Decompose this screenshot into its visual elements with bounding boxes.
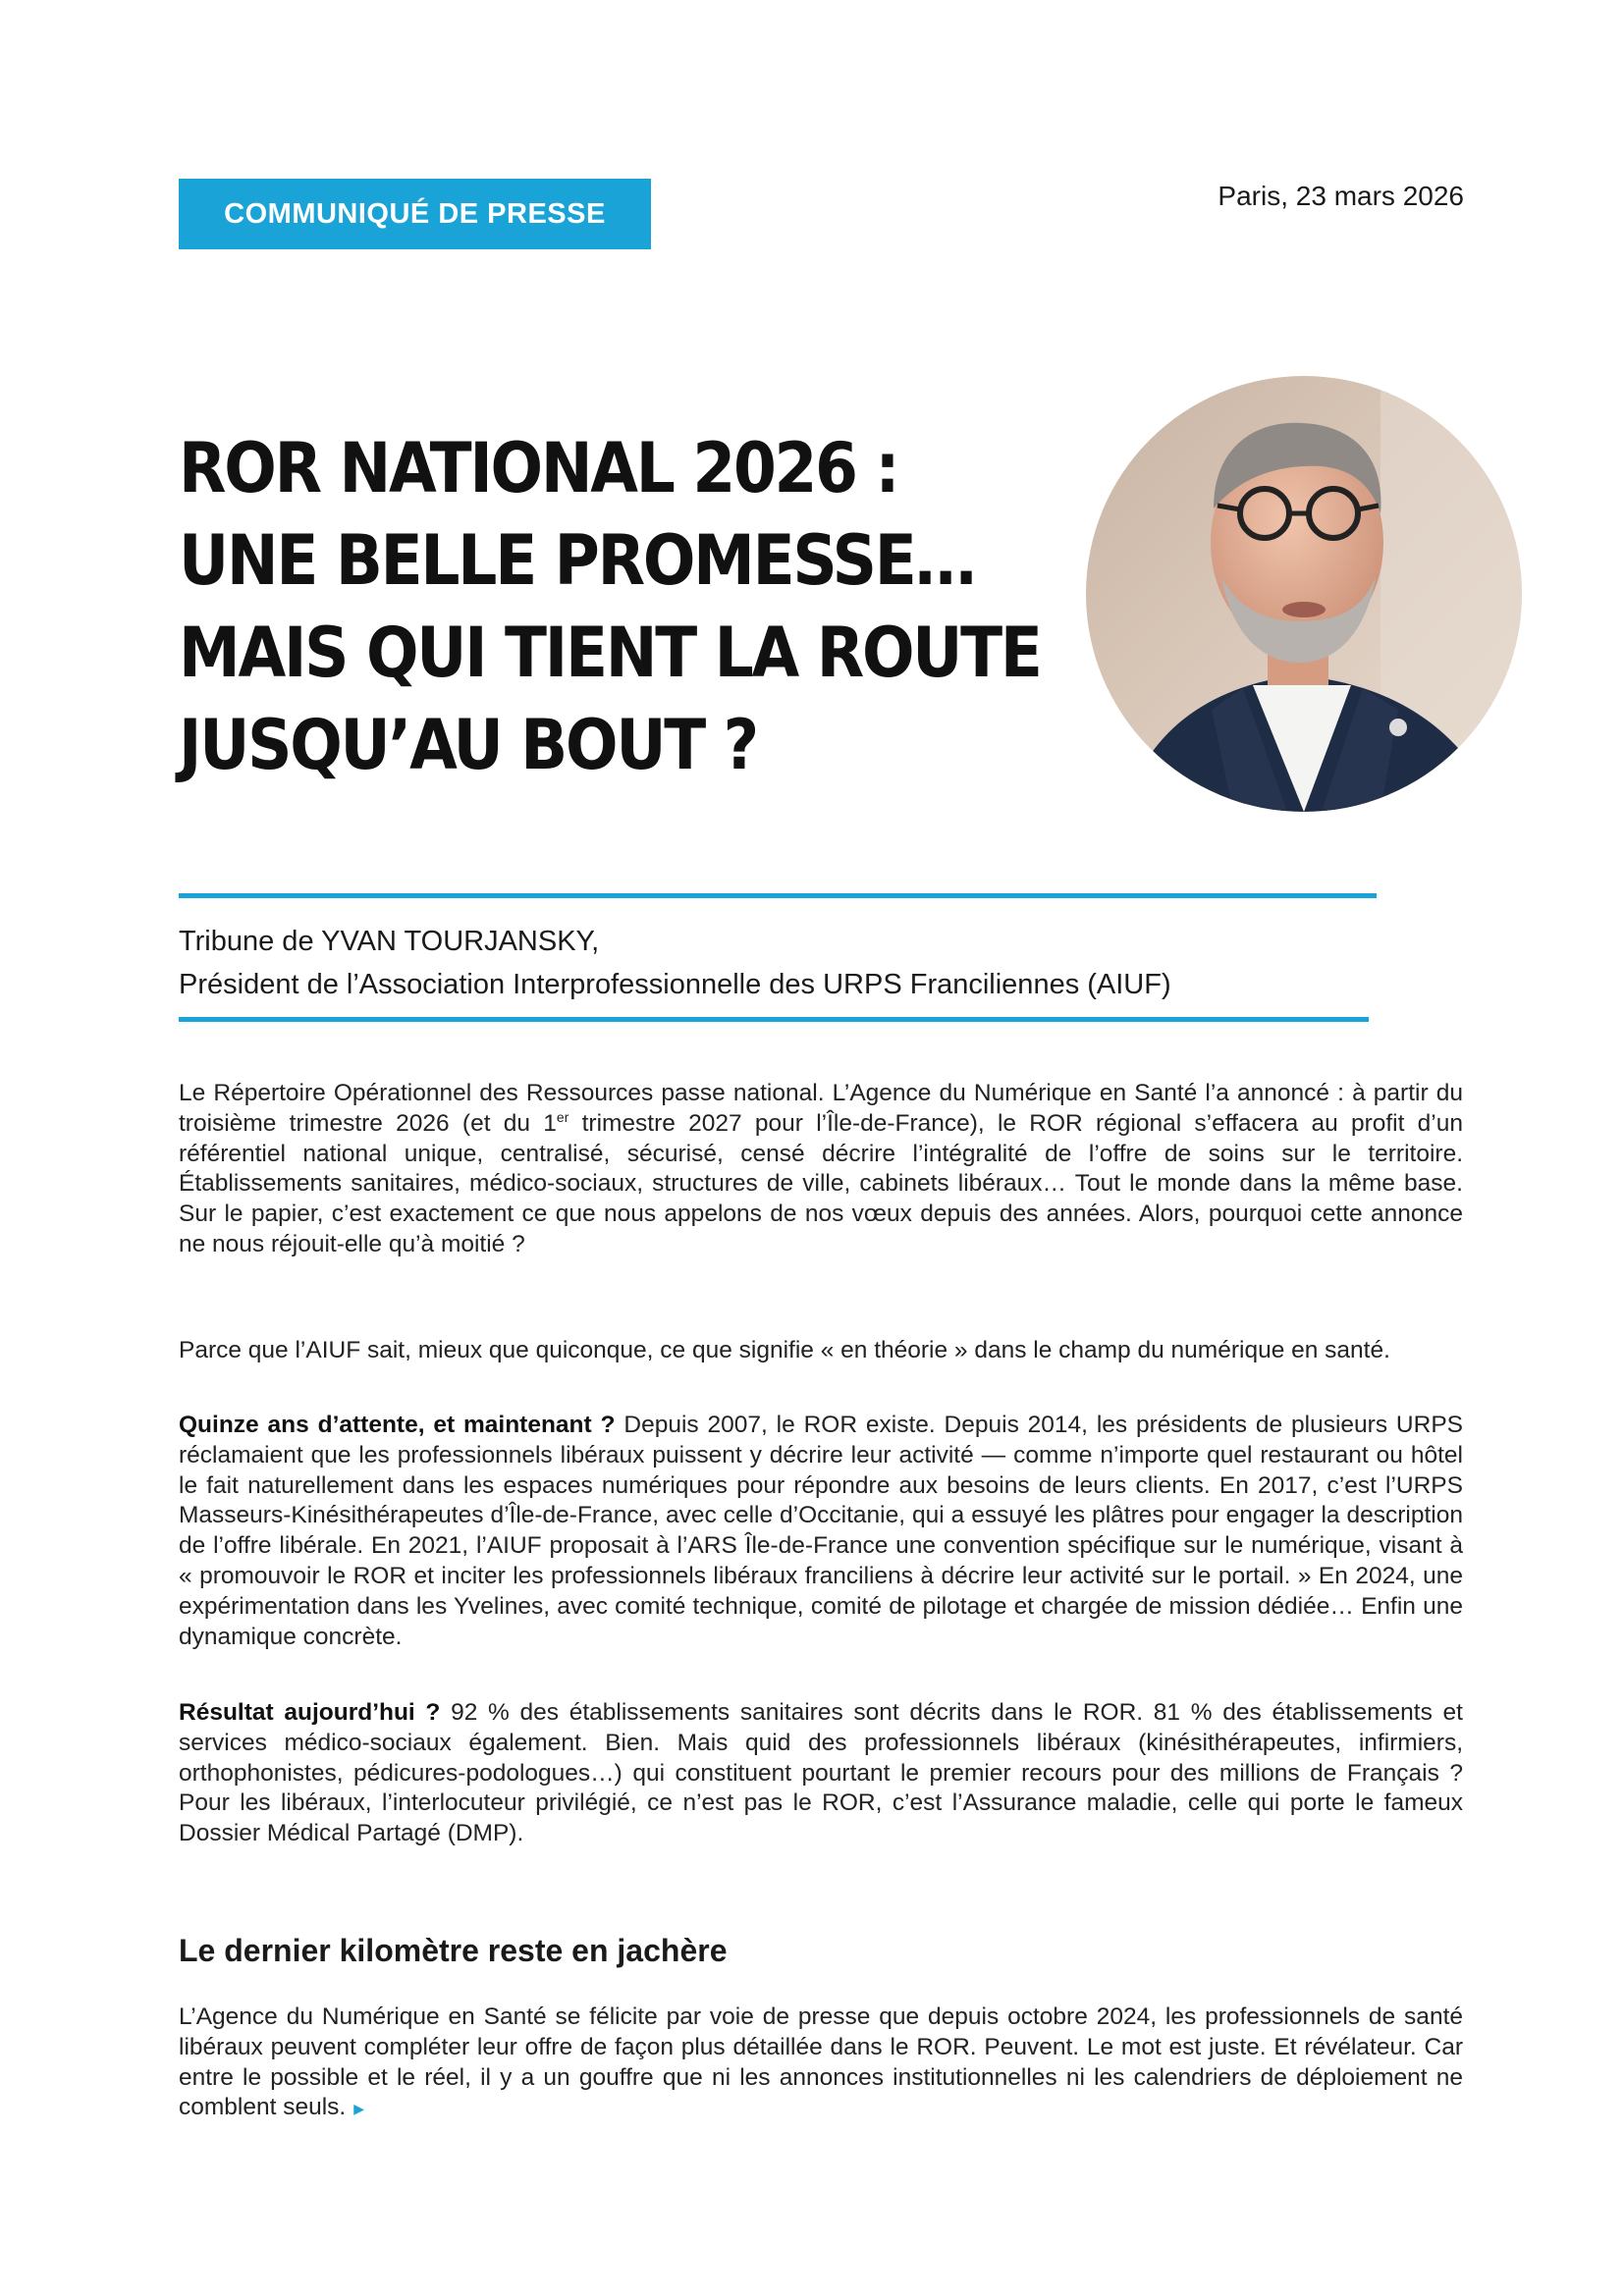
byline-author: Tribune de YVAN TOURJANSKY,: [179, 926, 600, 957]
byline-bottom-rule: [179, 1017, 1369, 1022]
headline: [179, 422, 1041, 791]
section-heading: Le dernier kilomètre reste en jachère: [179, 1933, 728, 1968]
headline-line-2: UNE BELLE PROMESSE…: [179, 520, 975, 601]
byline-top-rule: [179, 893, 1377, 898]
paragraph-history-text: Depuis 2007, le ROR existe. Depuis 2014, les présidents de plusieurs URPS réclamaient que les professionnels libéraux puissent y décrire leur activité — comme n’importe quel restaurant ou hôtel le fait naturellement dans les espaces numériques pour répondre aux besoins de leurs clients. En 2017, c’est l’URPS Masseurs-Kinésithérapeutes d’Île-de-France, avec celle d’Occitanie, qui a essuyé les plâtres pour engager la description de l’offre libérale. En 2021, l’AIUF proposait à l’ARS Île-de-France une convention spécifique sur le numérique, visant à « promouvoir le ROR et inciter les professionnels libéraux franciliens à décrire leur activité sur le portail. » En 2024, une expérimentation dans les Yvelines, avec comité technique, comité de pilotage et chargée de mission dédiée… Enfin une dynamique concrète.: [179, 1412, 1463, 1650]
paragraph-context: [179, 1336, 1463, 1366]
author-portrait: [1086, 376, 1522, 812]
paragraph-results-lead: Résultat aujourd’hui ?: [179, 1699, 441, 1726]
press-release-badge: COMMUNIQUÉ DE PRESSE: [179, 179, 651, 249]
paragraph-history-lead: Quinze ans d’attente, et maintenant ?: [179, 1412, 616, 1438]
paragraph-last-kilometer-text: L’Agence du Numérique en Santé se félicite par voie de presse que depuis octobre 2024, les professionnels de santé libéraux peuvent compléter leur offre de façon plus détaillée dans le ROR. Peuvent. Le mot est juste. Et révélateur. Car entre le possible et le réel, il y a un gouffre que ni les annonces institutionnelles ni les calendriers de déploiement ne comblent seuls.: [179, 2003, 1463, 2121]
paragraph-context-text: Parce que l’AIUF sait, mieux que quiconque, ce que signifie « en théorie » dans le champ du numérique en santé.: [179, 1337, 1390, 1363]
headline-line-4: JUSQU’AU BOUT ?: [179, 705, 757, 785]
paragraph-intro-text-a: Le Répertoire Opérationnel des Ressources passe national. L’Agence du Numérique en Santé l’a annoncé : à partir du troisième trimestre 2026 (et du 1: [179, 1080, 1463, 1137]
byline-title: Président de l’Association Interprofessionnelle des URPS Franciliennes (AIUF): [179, 969, 1171, 1000]
paragraph-last-kilometer: [179, 2002, 1463, 2123]
paragraph-intro: [179, 1079, 1463, 1260]
continue-arrow-icon: ▶: [353, 2100, 365, 2116]
headline-line-1: ROR NATIONAL 2026 :: [179, 428, 898, 508]
paragraph-intro-text-b: trimestre 2027 pour l’Île-de-France), le ROR régional s’effacera au profit d’un référentiel national unique, centralisé, sécurisé, censé décrire l’intégralité de l’offre de soins sur le territoire. Établissements sanitaires, médico-sociaux, structures de ville, cabinets libéraux… Tout le monde dans la même base. Sur le papier, c’est exactement ce que nous appelons de nos vœux depuis des années. Alors, pourquoi cette annonce ne nous réjouit-elle qu’à moitié ?: [179, 1109, 1463, 1257]
byline: [179, 920, 1406, 1006]
paragraph-history: [179, 1411, 1463, 1652]
paragraph-results-text: 92 % des établissements sanitaires sont décrits dans le ROR. 81 % des établissements et services médico-sociaux également. Bien. Mais quid des professionnels libéraux (kinésithérapeutes, infirmiers, orthophonistes, pédicures-podologues…) qui constituent pourtant le premier recours pour des millions de Français ? Pour les libéraux, l’interlocuteur privilégié, ce n’est pas le ROR, c’est l’Assurance maladie, celle qui porte le fameux Dossier Médical Partagé (DMP).: [179, 1699, 1463, 1847]
portrait-illustration: [1086, 376, 1522, 812]
document-date: Paris, 23 mars 2026: [1218, 181, 1464, 211]
paragraph-results: [179, 1698, 1463, 1849]
headline-line-3: MAIS QUI TIENT LA ROUTE: [179, 613, 1041, 693]
ordinal-superscript: er: [556, 1108, 569, 1125]
